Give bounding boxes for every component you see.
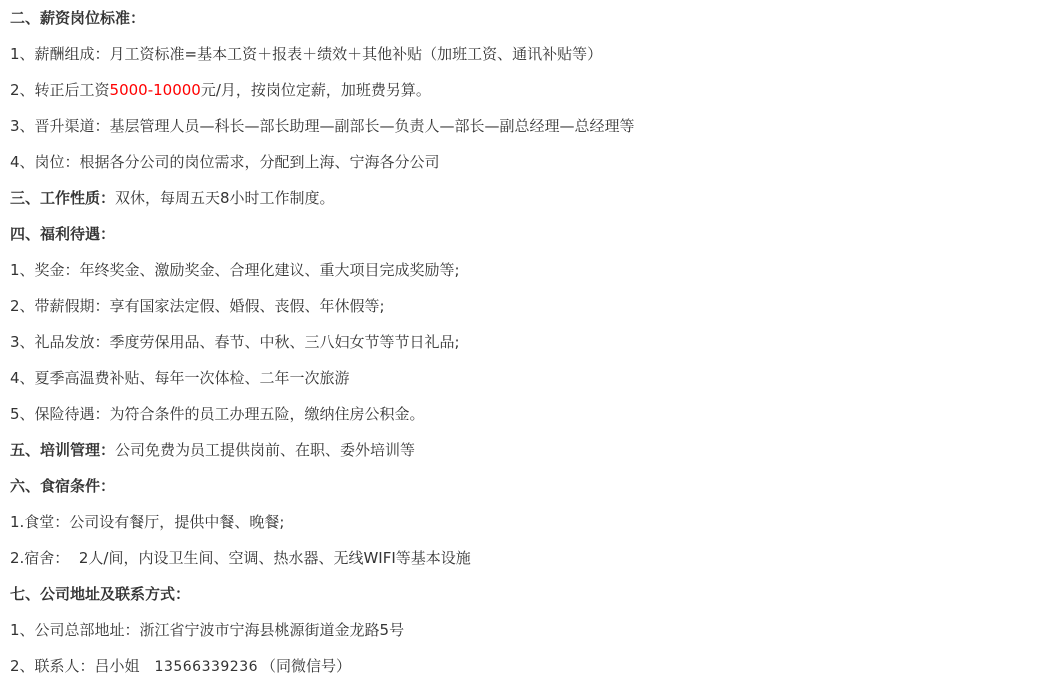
training-text: 公司免费为员工提供岗前、在职、委外培训等 xyxy=(115,441,416,459)
section-heading-benefits: 四、福利待遇： xyxy=(10,225,116,243)
contact-phone-number: 13566339236 xyxy=(154,659,259,675)
salary-range-suffix: 元/月，按岗位定薪，加班费另算。 xyxy=(200,81,431,99)
work-nature-text: 双休，每周五天8小时工作制度。 xyxy=(115,189,335,207)
section-heading-contact: 七、公司地址及联系方式： xyxy=(10,585,191,603)
section-heading-accommodation: 六、食宿条件： xyxy=(10,477,116,495)
line-position-assignment: 4、岗位：根据各分公司的岗位需求，分配到上海、宁海各分公司 xyxy=(10,153,440,171)
line-salary-range xyxy=(10,72,1038,108)
line-contact-person xyxy=(10,648,1038,684)
line-dormitory: 2.宿舍： 2人/间，内设卫生间、空调、热水器、无线WIFI等基本设施 xyxy=(10,549,471,567)
line-bonus: 1、奖金：年终奖金、激励奖金、合理化建议、重大项目完成奖励等; xyxy=(10,261,460,279)
line-canteen: 1.食堂：公司设有餐厅，提供中餐、晚餐; xyxy=(10,513,285,531)
line-gift-distribution: 3、礼品发放：季度劳保用品、春节、中秋、三八妇女节等节日礼品; xyxy=(10,333,460,351)
section-heading-training: 五、培训管理： xyxy=(10,441,116,459)
salary-range-prefix: 2、转正后工资 xyxy=(10,81,110,99)
section-heading-work-nature: 三、工作性质： xyxy=(10,189,116,207)
line-salary-composition: 1、薪酬组成：月工资标准=基本工资＋报表＋绩效＋其他补贴（加班工资、通讯补贴等） xyxy=(10,45,603,63)
salary-range-highlight: 5000-10000 xyxy=(109,81,201,99)
contact-person-name: 2、联系人：吕小姐 xyxy=(10,657,140,675)
line-training xyxy=(10,432,1038,468)
line-promotion-path: 3、晋升渠道：基层管理人员—科长—部长助理—副部长—负责人—部长—副总经理—总经理等 xyxy=(10,117,635,135)
line-paid-leave: 2、带薪假期：享有国家法定假、婚假、丧假、年休假等; xyxy=(10,297,385,315)
contact-wechat-note: （同微信号） xyxy=(261,657,352,675)
line-insurance: 5、保险待遇：为符合条件的员工办理五险，缴纳住房公积金。 xyxy=(10,405,425,423)
line-summer-allowance: 4、夏季高温费补贴、每年一次体检、二年一次旅游 xyxy=(10,369,350,387)
line-company-address: 1、公司总部地址：浙江省宁波市宁海县桃源街道金龙路5号 xyxy=(10,621,405,639)
line-work-nature xyxy=(10,180,1038,216)
section-heading-salary-standard: 二、薪资岗位标准： xyxy=(10,9,146,27)
